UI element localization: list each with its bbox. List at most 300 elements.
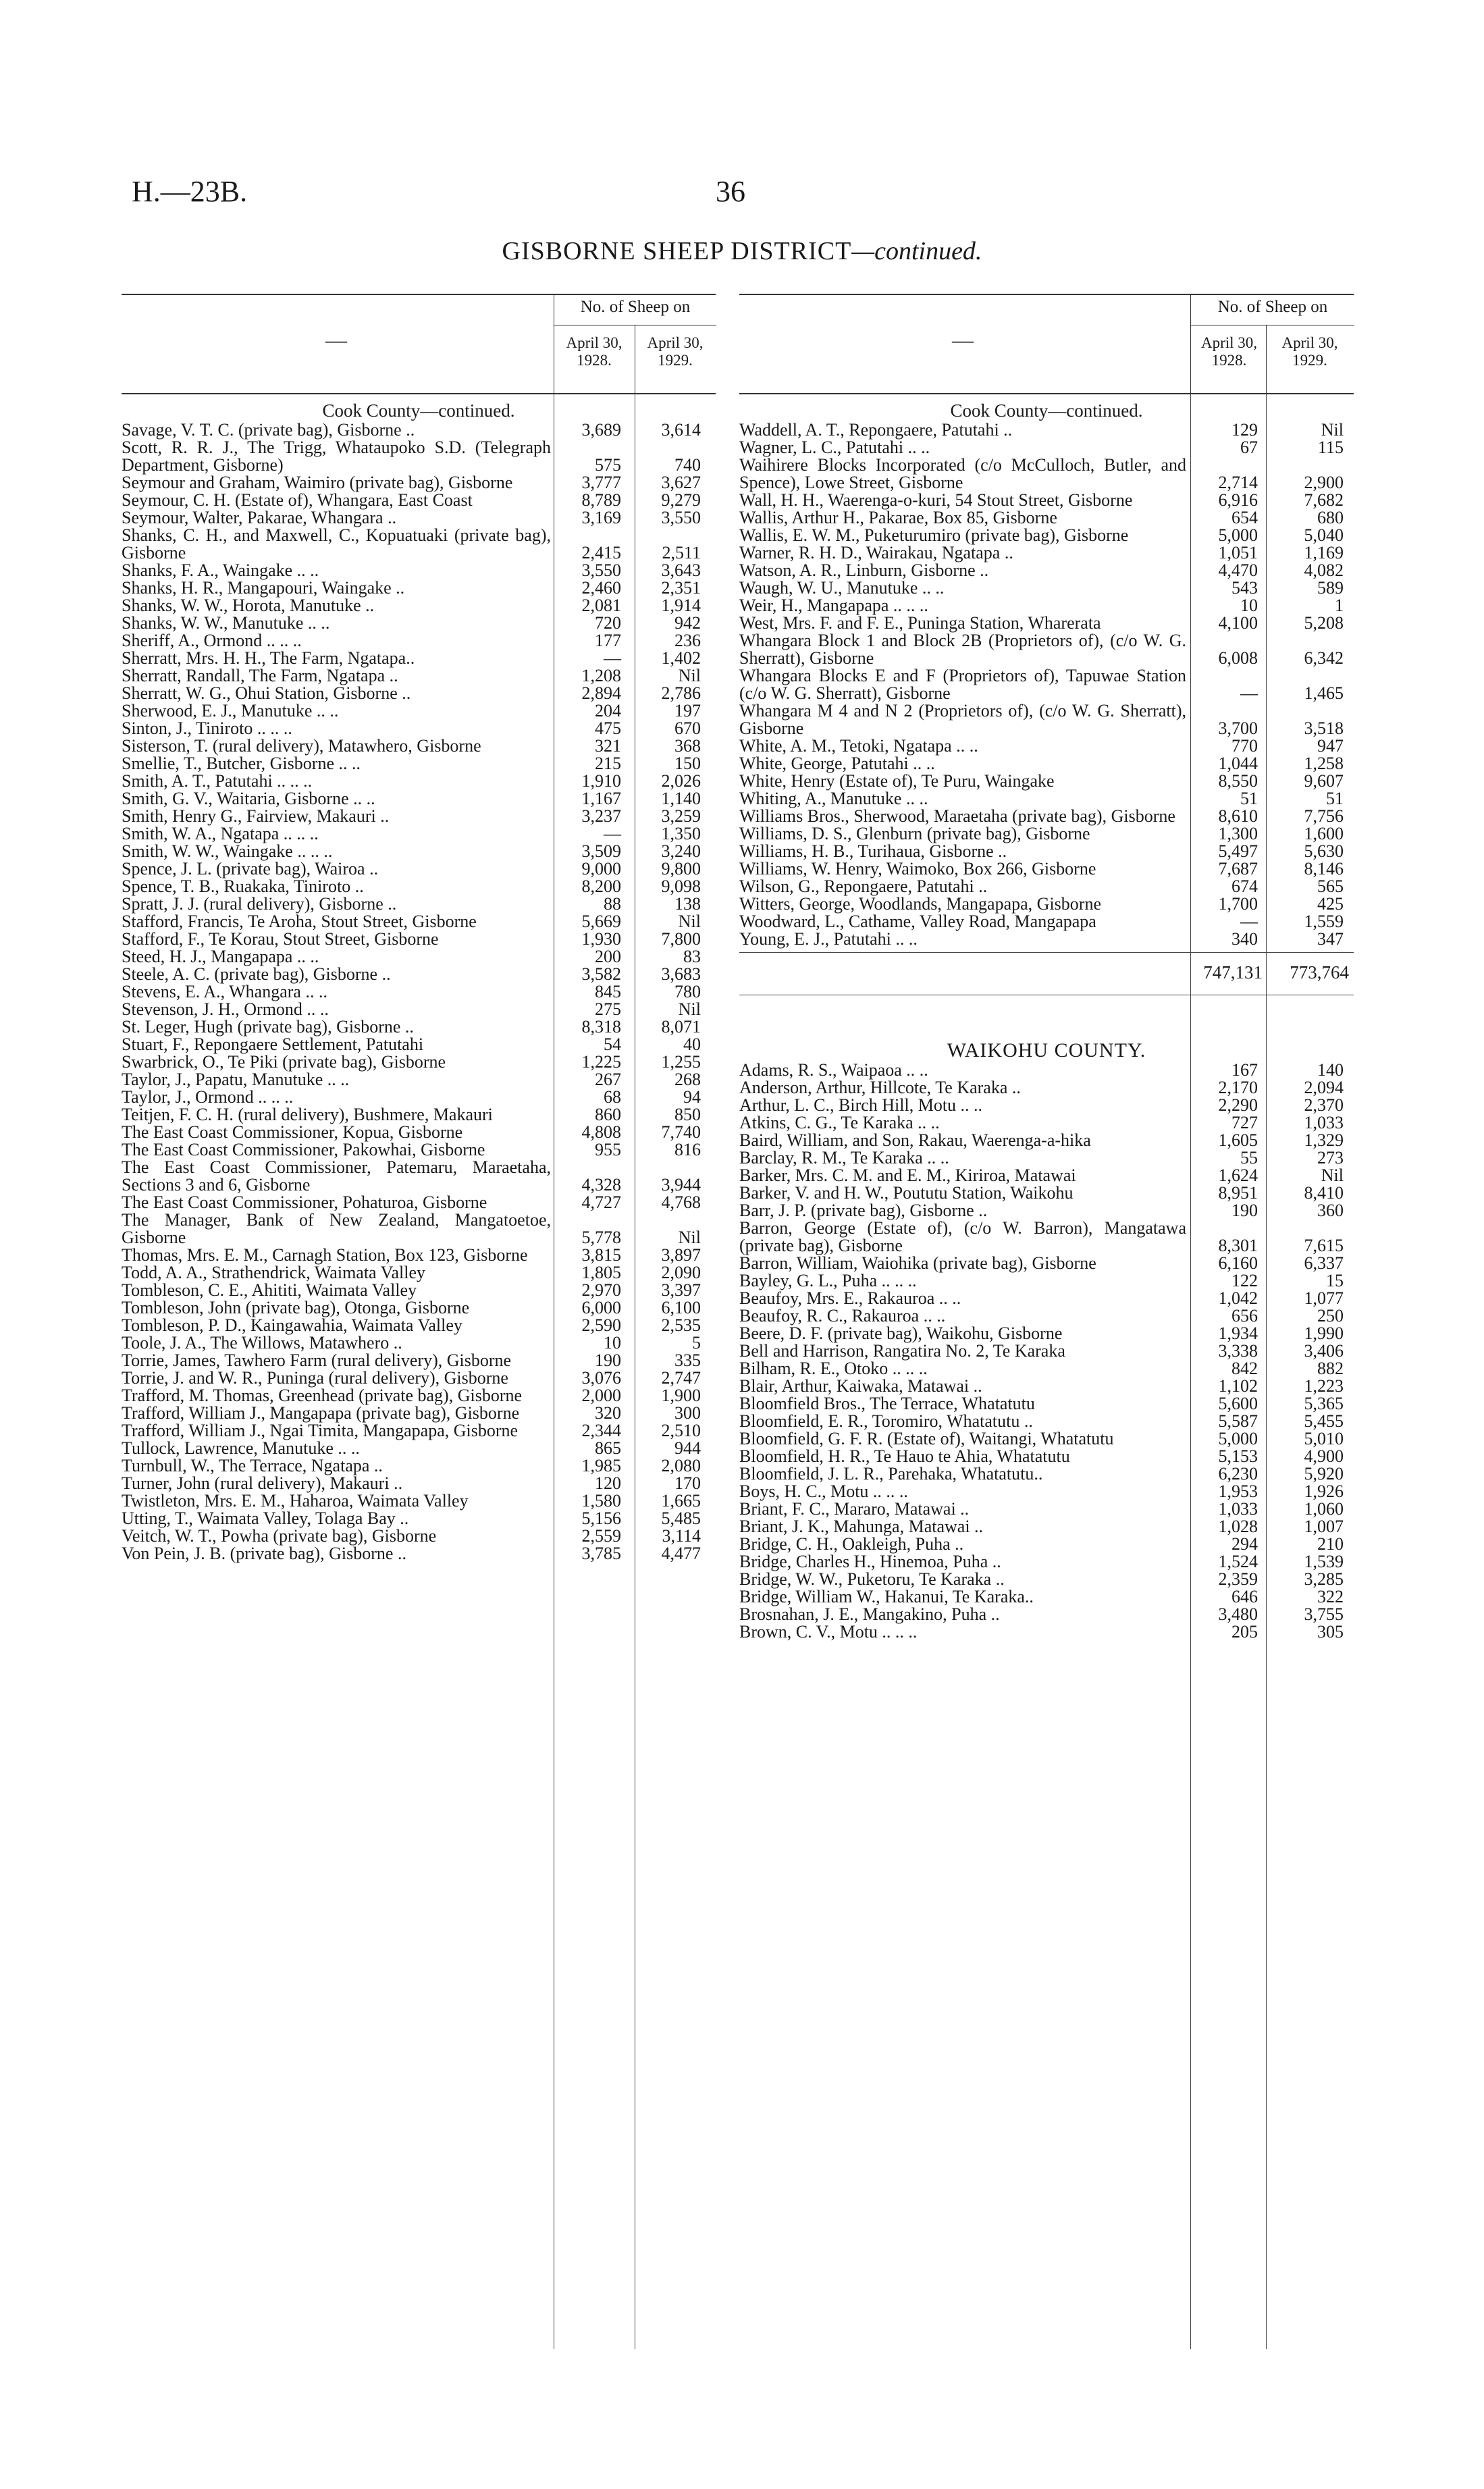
table-row <box>122 895 716 913</box>
owner-entry: Barclay, R. M., Te Karaka .. .. <box>739 1148 949 1168</box>
table-row <box>739 1255 1354 1272</box>
sheep-1929: 1,255 <box>661 1052 701 1072</box>
waikohu-county-heading: WAIKOHU COUNTY. <box>947 1039 1146 1062</box>
sheep-1929: 3,627 <box>661 473 701 492</box>
right-column <box>739 294 1354 1641</box>
table-row <box>122 1053 716 1071</box>
table-row <box>122 878 716 895</box>
owner-entry: Adams, R. S., Waipaoa .. .. <box>739 1060 928 1080</box>
owner-entry: Swarbrick, O., Te Piki (private bag), Gisborne <box>122 1052 446 1072</box>
owner-entry: Williams, H. B., Turihaua, Gisborne .. <box>739 841 1007 861</box>
owner-entry: Young, E. J., Patutahi .. .. <box>739 929 918 949</box>
col-1928-header: April 30, 1928. <box>1200 334 1258 369</box>
owner-entry: Taylor, J., Ormond .. .. .. <box>122 1087 294 1107</box>
owner-entry: Savage, V. T. C. (private bag), Gisborne .. <box>122 420 415 440</box>
table-row <box>739 1079 1354 1097</box>
owner-entry: Bloomfield Bros., The Terrace, Whatatutu <box>739 1394 1035 1413</box>
sheep-1929: 8,146 <box>1304 859 1344 879</box>
sheep-1929: 1,990 <box>1304 1324 1344 1343</box>
sheep-1929: 1,914 <box>661 596 701 615</box>
sheep-1929: 850 <box>674 1105 701 1124</box>
table-row <box>122 527 716 562</box>
sheep-1928: 1,042 <box>1218 1288 1258 1308</box>
sheep-1929: 2,094 <box>1304 1078 1344 1097</box>
sheep-1928: 3,689 <box>581 420 621 440</box>
owner-entry: Seymour, Walter, Pakarae, Whangara .. <box>122 508 397 527</box>
sheep-1928: 129 <box>1231 420 1258 440</box>
table-row <box>739 509 1354 527</box>
sheep-1929: 816 <box>674 1140 701 1159</box>
sheep-1928: 10 <box>604 1333 621 1353</box>
table-row <box>739 1184 1354 1202</box>
sheep-1929: 1,600 <box>1304 824 1344 843</box>
table-row <box>739 1325 1354 1342</box>
owner-entry: Atkins, C. G., Te Karaka .. .. <box>739 1113 940 1132</box>
sheep-1928: 3,550 <box>581 560 621 580</box>
table-row <box>122 421 716 439</box>
table-row <box>739 562 1354 579</box>
sheep-1928: 4,727 <box>581 1193 621 1212</box>
owner-entry: Trafford, William J., Mangapapa (private bag), Gisborne <box>122 1403 520 1423</box>
sheep-1928: 2,170 <box>1218 1078 1258 1097</box>
table-row <box>122 667 716 685</box>
owner-entry: Bell and Harrison, Rangatira No. 2, Te Karaka <box>739 1341 1065 1361</box>
table-row <box>122 1317 716 1334</box>
table-row <box>122 720 716 737</box>
owner-entry: Wall, H. H., Waerenga-o-kuri, 54 Stout Street, Gisborne <box>739 490 1133 510</box>
sheep-1929: 268 <box>674 1070 701 1089</box>
sheep-1928: — <box>1240 912 1258 931</box>
owner-entry: Sherwood, E. J., Manutuke .. .. <box>122 701 339 720</box>
sheep-1928: 3,509 <box>581 841 621 861</box>
sheep-1928: 9,000 <box>581 859 621 879</box>
table-row <box>739 1290 1354 1307</box>
sheep-1928: 1,934 <box>1218 1324 1258 1343</box>
sheep-1929: Nil <box>678 1228 701 1247</box>
sheep-1928: 3,582 <box>581 964 621 984</box>
owner-entry: Steed, H. J., Mangapapa .. .. <box>122 947 319 966</box>
table-row <box>122 1405 716 1422</box>
table-row <box>122 1369 716 1387</box>
sheep-1929: 2,510 <box>661 1421 701 1440</box>
sheep-1928: 1,167 <box>581 789 621 808</box>
sheep-1928: 8,610 <box>1218 806 1258 826</box>
owner-entry: Tombleson, P. D., Kaingawahia, Waimata Valley <box>122 1315 462 1335</box>
table-row <box>122 439 716 474</box>
sheep-1928: 7,687 <box>1218 859 1258 879</box>
sheep-1929: 1,350 <box>661 824 701 843</box>
owner-entry: Bridge, W. W., Puketoru, Te Karaka .. <box>739 1569 1005 1589</box>
owner-entry: Spratt, J. J. (rural delivery), Gisborne .. <box>122 894 397 914</box>
sheep-1929: 8,410 <box>1304 1183 1344 1203</box>
sheep-1928: 204 <box>595 701 621 720</box>
table-row <box>122 1457 716 1475</box>
sheep-1928: 122 <box>1231 1271 1258 1290</box>
col-1928-header: April 30, 1928. <box>566 334 622 369</box>
owner-entry: Taylor, J., Papatu, Manutuke .. .. <box>122 1070 350 1089</box>
sheep-1928: 2,081 <box>581 596 621 615</box>
owner-entry: White, George, Patutahi .. .. <box>739 754 935 773</box>
owner-entry: Smith, Henry G., Fairview, Makauri .. <box>122 806 390 826</box>
table-row <box>122 650 716 667</box>
sheep-1928: 860 <box>595 1105 621 1124</box>
sheep-1928: 10 <box>1240 596 1258 615</box>
owner-entry: Barron, George (Estate of), (c/o W. Barron), Mangatawa (private bag), Gisborne <box>739 1218 1186 1255</box>
sheep-1928: 1,953 <box>1218 1482 1258 1501</box>
owner-entry: Briant, J. K., Mahunga, Matawai .. <box>739 1517 984 1536</box>
owner-entry: Scott, R. R. J., The Trigg, Whataupoko S.D. (Telegraph Department, Gisborne) <box>122 438 551 475</box>
sheep-1929: Nil <box>1321 1165 1344 1185</box>
sheep-1929: 3,897 <box>661 1245 701 1265</box>
owner-entry: Bridge, C. H., Oakleigh, Puha .. <box>739 1534 964 1554</box>
sheep-1928: 8,789 <box>581 490 621 510</box>
sheep-1929: 2,080 <box>661 1456 701 1475</box>
table-row <box>739 1518 1354 1536</box>
owner-entry: Smith, W. A., Ngatapa .. .. .. <box>122 824 319 843</box>
sheep-1928: 5,669 <box>581 912 621 931</box>
total-1928: 747,131 <box>1203 962 1263 983</box>
sheep-1928: 2,894 <box>581 683 621 703</box>
table-row <box>739 843 1354 860</box>
table-row <box>122 1124 716 1141</box>
table-row <box>122 1089 716 1106</box>
owner-entry: Seymour and Graham, Waimiro (private bag), Gisborne <box>122 473 513 492</box>
table-row <box>739 1062 1354 1079</box>
owner-entry: Shanks, H. R., Mangapouri, Waingake .. <box>122 578 405 598</box>
col-1929-header: April 30, 1929. <box>647 334 704 369</box>
table-row <box>122 1334 716 1352</box>
table-row <box>739 1413 1354 1430</box>
owner-entry: Shanks, C. H., and Maxwell, C., Kopuatuaki (private bag), Gisborne <box>122 525 551 562</box>
group-header-label: No. of Sheep on <box>580 298 691 316</box>
table-row <box>122 983 716 1001</box>
owner-entry: Twistleton, Mrs. E. M., Haharoa, Waimata Valley <box>122 1491 469 1511</box>
sheep-1929: 236 <box>674 631 701 650</box>
group-header-label: No. of Sheep on <box>1217 298 1328 316</box>
sheep-1928: 674 <box>1231 876 1258 896</box>
sheep-1928: 54 <box>604 1034 621 1054</box>
sheep-1929: 5,010 <box>1304 1429 1344 1448</box>
sheep-1929: 3,259 <box>661 806 701 826</box>
sheep-1929: 947 <box>1317 736 1344 756</box>
sheep-1928: 6,008 <box>1218 648 1258 668</box>
owner-entry: Wallis, Arthur H., Pakarae, Box 85, Gisborne <box>739 508 1057 527</box>
table-row <box>739 1500 1354 1518</box>
owner-entry: The East Coast Commissioner, Pakowhai, Gisborne <box>122 1140 485 1159</box>
table-row <box>739 544 1354 562</box>
sheep-1928: 120 <box>595 1473 621 1493</box>
table-row <box>739 860 1354 878</box>
sheep-1929: 5 <box>692 1333 701 1353</box>
owner-entry: Wallis, E. W. M., Puketurumiro (private bag), Gisborne <box>739 525 1129 545</box>
sheep-1929: 2,370 <box>1304 1095 1344 1115</box>
sheep-1929: 7,756 <box>1304 806 1344 826</box>
sheep-1928: 1,624 <box>1218 1165 1258 1185</box>
sheep-1929: 7,800 <box>661 929 701 949</box>
table-row <box>122 1001 716 1018</box>
sheep-1928: 8,318 <box>581 1017 621 1037</box>
sheep-1928: 1,051 <box>1218 543 1258 562</box>
sheep-1928: 543 <box>1231 578 1258 598</box>
owner-entry: Torrie, J. and W. R., Puninga (rural delivery), Gisborne <box>122 1368 508 1388</box>
table-row <box>739 1571 1354 1588</box>
sheep-1929: 1,223 <box>1304 1376 1344 1396</box>
table-row <box>122 1387 716 1405</box>
owner-entry: Bridge, William W., Hakanui, Te Karaka.. <box>739 1587 1034 1606</box>
sheep-1928: 4,328 <box>581 1175 621 1195</box>
sheep-1929: 83 <box>683 947 701 966</box>
sheep-1929: 1,033 <box>1304 1113 1344 1132</box>
table-row <box>739 1588 1354 1606</box>
page-title-text: GISBORNE SHEEP DISTRICT <box>502 237 852 265</box>
sheep-1929: 2,900 <box>1304 473 1344 492</box>
owner-entry: Spence, J. L. (private bag), Wairoa .. <box>122 859 379 879</box>
document-reference: H.—23B. <box>132 175 248 208</box>
table-row <box>122 1510 716 1527</box>
sheep-1929: 115 <box>1317 438 1344 457</box>
sheep-1929: 1,329 <box>1304 1130 1344 1150</box>
owner-entry: Boys, H. C., Motu .. .. .. <box>739 1482 908 1501</box>
sheep-1928: 1,580 <box>581 1491 621 1511</box>
owner-entry: Toole, J. A., The Willows, Matawhero .. <box>122 1333 402 1353</box>
table-row <box>122 772 716 790</box>
table-row <box>739 527 1354 544</box>
table-row <box>739 1132 1354 1149</box>
sheep-1928: 2,000 <box>581 1386 621 1405</box>
sheep-1928: 6,160 <box>1218 1253 1258 1273</box>
table-row <box>122 597 716 614</box>
table-row <box>122 1475 716 1492</box>
sheep-1929: 5,485 <box>661 1509 701 1528</box>
table-row <box>122 1527 716 1545</box>
table-row <box>122 1036 716 1053</box>
total-1929: 773,764 <box>1290 962 1349 983</box>
table-row <box>122 1422 716 1440</box>
sheep-1928: 8,301 <box>1218 1236 1258 1255</box>
sheep-1928: 68 <box>604 1087 621 1107</box>
sheep-1929: Nil <box>678 999 701 1019</box>
col-1929-header: April 30, 1929. <box>1281 334 1338 369</box>
sheep-1929: 347 <box>1317 929 1344 949</box>
sheep-1929: 3,406 <box>1304 1341 1344 1361</box>
owner-entry: Waihirere Blocks Incorporated (c/o McCulloch, Butler, and Spence), Lowe Street, Gisborne <box>739 455 1186 492</box>
sheep-1928: 88 <box>604 894 621 914</box>
table-row <box>122 1018 716 1036</box>
sheep-1928: 2,559 <box>581 1526 621 1546</box>
owner-entry: Barr, J. P. (private bag), Gisborne .. <box>739 1201 988 1220</box>
sheep-1928: 8,200 <box>581 876 621 896</box>
sheep-1928: 1,044 <box>1218 754 1258 773</box>
table-row <box>739 632 1354 667</box>
sheep-1929: 3,285 <box>1304 1569 1344 1589</box>
sheep-1928: 842 <box>1231 1359 1258 1378</box>
table-row <box>122 1159 716 1194</box>
sheep-1929: 4,477 <box>661 1544 701 1563</box>
table-row <box>739 1483 1354 1500</box>
sheep-1928: 4,100 <box>1218 613 1258 633</box>
table-row <box>739 931 1354 948</box>
owner-entry: Utting, T., Waimata Valley, Tolaga Bay .. <box>122 1509 409 1528</box>
owner-entry: Shanks, W. W., Horota, Manutuke .. <box>122 596 375 615</box>
sheep-1928: 654 <box>1231 508 1258 527</box>
sheep-1928: 1,028 <box>1218 1517 1258 1536</box>
sheep-1929: 2,351 <box>661 578 701 598</box>
table-row <box>739 1606 1354 1623</box>
sheep-1928: 1,605 <box>1218 1130 1258 1150</box>
table-row <box>739 1536 1354 1553</box>
table-row <box>122 1440 716 1457</box>
sheep-1928: 3,169 <box>581 508 621 527</box>
table-row <box>122 1194 716 1211</box>
owner-entry: Barker, Mrs. C. M. and E. M., Kiriroa, Matawai <box>739 1165 1076 1185</box>
table-row <box>739 1430 1354 1448</box>
table-row <box>739 1360 1354 1378</box>
owner-entry: Smellie, T., Butcher, Gisborne .. .. <box>122 754 361 773</box>
sheep-1929: 3,397 <box>661 1280 701 1300</box>
sheep-1928: 955 <box>595 1140 621 1159</box>
table-row <box>739 825 1354 843</box>
table-row <box>122 632 716 650</box>
owner-entry: Beaufoy, R. C., Rakauroa .. .. <box>739 1306 946 1326</box>
table-row <box>122 1545 716 1563</box>
sheep-1928: 1,985 <box>581 1456 621 1475</box>
owner-entry: Sisterson, T. (rural delivery), Matawhero, Gisborne <box>122 736 481 756</box>
right-table-body <box>739 394 1354 1641</box>
owner-entry: Briant, F. C., Mararo, Matawai .. <box>739 1499 970 1519</box>
sheep-1928: 205 <box>1231 1622 1258 1642</box>
sheep-1928: 190 <box>1231 1201 1258 1220</box>
table-row <box>739 1220 1354 1255</box>
county-total-row <box>739 952 1354 995</box>
sheep-1929: 942 <box>674 613 701 633</box>
sheep-1929: 322 <box>1317 1587 1344 1606</box>
sheep-1928: 6,916 <box>1218 490 1258 510</box>
table-row <box>122 1141 716 1159</box>
sheep-1928: 3,338 <box>1218 1341 1258 1361</box>
owner-entry: Anderson, Arthur, Hillcote, Te Karaka .. <box>739 1078 1021 1097</box>
table-header <box>122 294 716 394</box>
table-row <box>739 895 1354 913</box>
sheep-1929: 4,768 <box>661 1193 701 1212</box>
table-row <box>122 1352 716 1369</box>
table-row <box>739 1465 1354 1483</box>
sheep-1928: 190 <box>595 1351 621 1370</box>
sheep-1929: 780 <box>674 982 701 1001</box>
sheep-1928: 1,700 <box>1218 894 1258 914</box>
sheep-1928: 294 <box>1231 1534 1258 1554</box>
sheep-1928: — <box>604 648 621 668</box>
table-row <box>122 562 716 579</box>
table-row <box>122 808 716 825</box>
sheep-1929: 1,077 <box>1304 1288 1344 1308</box>
owner-entry: The Manager, Bank of New Zealand, Mangatoetoe, Gisborne <box>122 1210 551 1247</box>
sheep-1929: 680 <box>1317 508 1344 527</box>
sheep-1929: 335 <box>674 1351 701 1370</box>
left-column <box>122 294 716 1563</box>
table-row <box>739 913 1354 931</box>
owner-entry: Sherratt, W. G., Ohui Station, Gisborne .. <box>122 683 411 703</box>
owner-entry: Turnbull, W., The Terrace, Ngatapa .. <box>122 1456 383 1475</box>
table-row <box>122 931 716 948</box>
table-header <box>739 294 1354 394</box>
owner-entry: White, Henry (Estate of), Te Puru, Waingake <box>739 771 1055 791</box>
sheep-1929: 3,518 <box>1304 718 1344 738</box>
owner-entry: Stevenson, J. H., Ormond .. .. <box>122 999 329 1019</box>
sheep-1929: 8,071 <box>661 1017 701 1037</box>
table-row <box>122 685 716 702</box>
sheep-1928: 1,930 <box>581 929 621 949</box>
table-row <box>739 772 1354 790</box>
sheep-1928: 646 <box>1231 1587 1258 1606</box>
owner-entry: Brown, C. V., Motu .. .. .. <box>739 1622 918 1642</box>
sheep-1929: 5,365 <box>1304 1394 1344 1413</box>
table-row <box>122 1299 716 1317</box>
owner-entry: Barron, William, Waiohika (private bag), Gisborne <box>739 1253 1096 1273</box>
sheep-1929: 305 <box>1317 1622 1344 1642</box>
sheep-1929: 3,614 <box>661 420 701 440</box>
sheep-1928: 3,700 <box>1218 718 1258 738</box>
table-row <box>739 1149 1354 1167</box>
sheep-1928: 3,237 <box>581 806 621 826</box>
sheep-1928: 5,156 <box>581 1509 621 1528</box>
sheep-1928: 51 <box>1240 789 1258 808</box>
sheep-1929: 1,007 <box>1304 1517 1344 1536</box>
sheep-1928: 5,000 <box>1218 1429 1258 1448</box>
name-column-header: — <box>325 328 347 352</box>
owner-entry: The East Coast Commissioner, Kopua, Gisborne <box>122 1122 463 1142</box>
sheep-1929: 589 <box>1317 578 1344 598</box>
table-row <box>739 667 1354 702</box>
sheep-1929: 138 <box>674 894 701 914</box>
sheep-1929: 3,114 <box>662 1526 701 1546</box>
sheep-1929: 740 <box>674 455 701 475</box>
owner-entry: Trafford, William J., Ngai Timita, Mangapapa, Gisborne <box>122 1421 519 1440</box>
table-row <box>739 421 1354 439</box>
owner-entry: Smith, G. V., Waitaria, Gisborne .. .. <box>122 789 375 808</box>
sheep-1928: 267 <box>595 1070 621 1089</box>
sheep-1928: 340 <box>1231 929 1258 949</box>
table-row <box>122 737 716 755</box>
owner-entry: St. Leger, Hugh (private bag), Gisborne .. <box>122 1017 414 1037</box>
owner-entry: Tullock, Lawrence, Manutuke .. .. <box>122 1438 360 1458</box>
table-row <box>122 614 716 632</box>
table-row <box>122 579 716 597</box>
owner-entry: Sheriff, A., Ormond .. .. .. <box>122 631 302 650</box>
sheep-1928: 8,951 <box>1218 1183 1258 1203</box>
table-row <box>739 579 1354 597</box>
owner-entry: Thomas, Mrs. E. M., Carnagh Station, Box 123, Gisborne <box>122 1245 528 1265</box>
sheep-1929: Nil <box>1321 420 1344 440</box>
table-row <box>739 1114 1354 1132</box>
owner-entry: Baird, William, and Son, Rakau, Waerenga-a-hika <box>739 1130 1091 1150</box>
section-heading: Cook County—continued. <box>950 400 1143 421</box>
owner-entry: Shanks, W. W., Manutuke .. .. <box>122 613 330 633</box>
sheep-1929: 3,944 <box>661 1175 701 1195</box>
owner-entry: The East Coast Commissioner, Pohaturoa, Gisborne <box>122 1193 487 1212</box>
sheep-1929: 5,920 <box>1304 1464 1344 1484</box>
owner-entry: Waugh, W. U., Manutuke .. .. <box>739 578 945 598</box>
sheep-1929: 2,786 <box>661 683 701 703</box>
sheep-1928: 67 <box>1240 438 1258 457</box>
sheep-1929: 1,926 <box>1304 1482 1344 1501</box>
sheep-1929: 5,040 <box>1304 525 1344 545</box>
sheep-1928: 727 <box>1231 1113 1258 1132</box>
owner-entry: Whiting, A., Manutuke .. .. <box>739 789 928 808</box>
sheep-1928: 5,587 <box>1218 1411 1258 1431</box>
owner-entry: Bilham, R. E., Otoko .. .. .. <box>739 1359 928 1378</box>
sheep-1929: 150 <box>674 754 701 773</box>
sheep-1929: 1,060 <box>1304 1499 1344 1519</box>
